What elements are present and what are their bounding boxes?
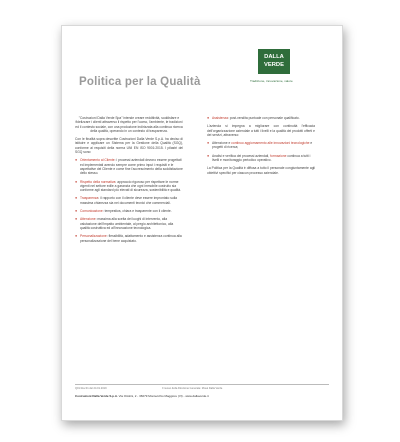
bullet-text: : post-vendita puntuale con personale qualificato. xyxy=(227,116,300,120)
bullet-prefix: Analisi e verifica dei processi aziendali, xyxy=(212,153,271,158)
bullet-icon: ● xyxy=(207,153,210,158)
bullet-icon: ● xyxy=(75,158,78,163)
list-item xyxy=(75,234,183,243)
bullet-icon: ● xyxy=(75,179,78,184)
bullet-keyword: Trasparenza xyxy=(80,196,99,201)
bullet-prefix: Attenzione e xyxy=(212,141,232,146)
intro-paragraph: "Costruzioni Dalla Verde Spa" intende creare redditività, soddisfare e fidelizzare i clienti attraverso il rispetto per l'uomo, l'ambiente, le tradizioni ed il contesto sociale, con una produzione indirizzata alla continua ricerca della qualità, operando in un contesto di trasparenza. xyxy=(75,116,183,133)
bullet-text: : approccio rigoroso per rispettare le norme vigenti nel settore edile a garanzia che ogni immobile costruito sia conforme agli standard più elevati di sicurezza, sostenibilità e qualità. xyxy=(80,179,181,193)
bullet-text: continua a tutti i livelli e monitoraggio periodico operativo. xyxy=(212,153,311,163)
bullet-keyword: Personalizzazione xyxy=(80,234,107,239)
bullet-icon: ● xyxy=(207,116,210,120)
bullet-icon: ● xyxy=(75,234,78,239)
footer-note: Il nuovo della Direzione Generale: Mosè Dalla Verde xyxy=(162,387,223,390)
list-item xyxy=(75,180,183,193)
bullet-icon: ● xyxy=(75,217,78,222)
bullet-text: : massima alla scelta dei luoghi di intervento, alla valutazione dell'impatto ambientale, al pregio architettonico, alla qualità costruttiva ed all'innovazione tecnologica. xyxy=(80,217,174,230)
bullet-keyword: Comunicazione xyxy=(80,209,103,214)
closing-paragraph: La Politica per la Qualità è diffusa a tutto il personale congiuntamente agli obiettivi specifici per ciascun processo aziendale. xyxy=(207,166,315,175)
list-item xyxy=(75,217,183,230)
left-column xyxy=(75,116,183,247)
company-logo xyxy=(258,49,290,74)
improvement-paragraph: L'azienda si impegna a migliorare con continuità l'efficacia dell'organizzazione aziendale a tutti i livelli e la qualità dei prodotti offerti e dei servizi, attraverso: xyxy=(207,124,315,137)
bullet-text: : flessibilità, adattamento e assistenza continua alla personalizzazione del bene acquistato. xyxy=(80,234,182,243)
list-item xyxy=(75,196,183,205)
sgq-paragraph: Con le finalità sopra descritte Costruzioni Dalla Verde S.p.A. ha deciso di istituire e applicare un Sistema per la Gestione della Qualità (SGQ), conforme ai requisiti della norma UNI EN ISO 9001:2015. I pilastri del SGQ sono: xyxy=(75,137,183,155)
bullet-text: : il rapporto con il cliente deve essere improntato sulla massima chiarezza sia nei documenti tecnici che commerciali. xyxy=(80,196,178,205)
company-name: Costruzioni Dalla Verde S.p.A. xyxy=(75,394,118,398)
bullet-keyword: formazione xyxy=(270,153,287,158)
logo-tagline: Tradizione, innovazione, valore xyxy=(250,79,293,83)
bullet-icon: ● xyxy=(75,209,78,214)
bullet-keyword: Assistenza xyxy=(212,116,228,120)
bullet-icon: ● xyxy=(207,141,210,146)
company-info xyxy=(75,394,209,398)
bullet-icon: ● xyxy=(75,196,78,201)
bullet-text: : tempestiva, chiara e trasparente con il cliente. xyxy=(102,209,172,214)
bullet-text: e progetti di ricerca; xyxy=(212,141,313,150)
logo-line-2: VERDE xyxy=(264,62,284,68)
company-details: Via Ottolini, 2 - 36079 Montecchio Maggiore (VI) - www.dallaverde.it xyxy=(117,394,209,398)
list-item xyxy=(75,209,183,213)
bullet-keyword: continuo aggiornamento alle innovazioni tecnologiche xyxy=(231,141,310,146)
list-item xyxy=(207,116,315,120)
revision-label: Q01 Rev.01 del 24.01.2019 xyxy=(75,387,107,390)
bullet-keyword: Orientamento al Cliente xyxy=(80,158,115,163)
bullet-text: : i processi aziendali devono essere progettati ed implementati avendo sempre come primo input i requisiti e le aspettative del Cliente e come fine l'accrescimento della soddisfazione dello stesso. xyxy=(80,158,183,176)
bullet-keyword: Rispetto della normativa xyxy=(80,179,116,184)
page-title: Politica per la Qualità xyxy=(79,76,201,88)
logo-line-1: DALLA xyxy=(264,54,284,60)
list-item xyxy=(207,141,315,150)
right-column xyxy=(207,116,315,179)
footer-divider xyxy=(75,384,329,385)
list-item xyxy=(75,158,183,175)
list-item xyxy=(207,154,315,163)
document-page xyxy=(61,25,343,421)
bullet-keyword: Attenzione xyxy=(80,217,96,222)
